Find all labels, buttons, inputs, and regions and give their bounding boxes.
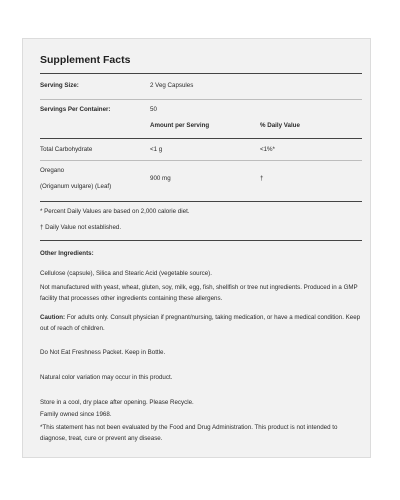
family-owned-statement: Family owned since 1968. <box>40 411 112 418</box>
other-ingredients-list: Cellulose (capsule), Silica and Stearic Acid (vegetable source). <box>40 270 212 277</box>
servings-per-container-row <box>40 100 362 120</box>
nutrient-amount: 900 mg <box>150 175 171 182</box>
amount-per-serving-header: Amount per Serving <box>150 122 210 129</box>
caution-text: For adults only. Consult physician if pregnant/nursing, taking medication, or have a medical condition. Keep out of reach of children. <box>40 314 361 332</box>
serving-size-value: 2 Veg Capsules <box>150 82 194 89</box>
column-header-row <box>40 120 362 134</box>
serving-size-label: Serving Size: <box>40 82 79 89</box>
freshness-statement: Do Not Eat Freshness Packet. Keep in Bottle. <box>40 349 166 356</box>
nutrient-name: Total Carbohydrate <box>40 146 93 153</box>
storage-statement: Store in a cool, dry place after opening. Please Recycle. <box>40 399 194 406</box>
footnotes-divider <box>40 240 362 241</box>
servings-per-container-value: 50 <box>150 106 157 113</box>
color-variation-statement: Natural color variation may occur in this product. <box>40 374 173 381</box>
other-ingredients-heading: Other Ingredients: <box>40 250 94 257</box>
nutrient-row <box>40 139 362 160</box>
caution-label: Caution: <box>40 314 66 321</box>
nutrient-row <box>40 161 362 201</box>
caution-statement <box>40 312 362 334</box>
servings-per-container-label: Servings Per Container: <box>40 106 111 113</box>
daily-value-header: % Daily Value <box>260 122 300 129</box>
nutrient-daily-value: † <box>260 175 264 182</box>
footnote-row <box>40 220 362 240</box>
nutrient-name: Oregano <box>40 167 65 174</box>
supplement-facts-title: Supplement Facts <box>40 54 131 66</box>
supplement-facts-panel <box>22 38 371 458</box>
nutrient-sub-name: (Origanum vulgare) (Leaf) <box>40 183 112 190</box>
percent-daily-footnote: * Percent Daily Values are based on 2,000 calorie diet. <box>40 208 190 215</box>
manufacturing-statement: Not manufactured with yeast, wheat, gluten, soy, milk, egg, fish, shellfish or tree nut ingredients. Produced in a GMP facility that processes other ingredients containing these allergens. <box>40 284 358 302</box>
nutrient-daily-value: <1%* <box>260 146 275 153</box>
dagger-footnote: † Daily Value not established. <box>40 224 122 231</box>
nutrient-amount: <1 g <box>150 146 163 153</box>
footnote-row <box>40 202 362 220</box>
serving-size-row <box>40 74 362 99</box>
fda-disclaimer: *This statement has not been evaluated by the Food and Drug Administration. This product is not intended to diagnose, treat, cure or prevent any disease. <box>40 424 338 442</box>
